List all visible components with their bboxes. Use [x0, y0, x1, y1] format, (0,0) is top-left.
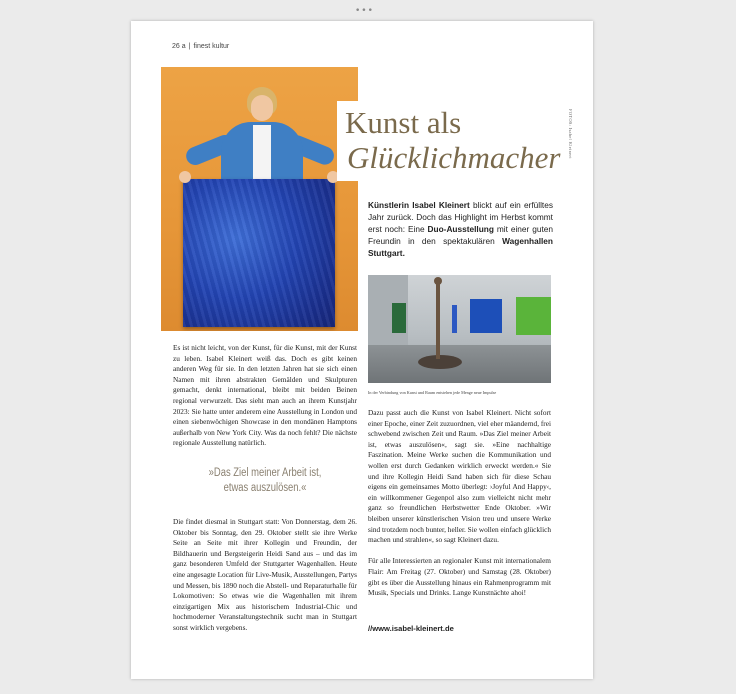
article-title-line2: Glücklichmacher	[347, 140, 561, 175]
intro-venue: Wagenhallen Stuttgart.	[368, 236, 553, 258]
exhibition-photo	[368, 275, 551, 383]
gallery-painting-green-small	[392, 303, 406, 333]
photo-credit: FOTOS: Isabel Kleinert	[568, 109, 573, 159]
sculpture-base	[418, 355, 462, 369]
window-more-dots-icon[interactable]: •••	[355, 6, 374, 16]
intro-text-1: blickt auf ein erfülltes Jahr zurück. Doch das Highlight im Herbst kommt erst noch: Eine	[368, 200, 553, 234]
photo-caption: In der Verbindung von Kunst und Raum entstehen jede Menge neue Impulse	[368, 390, 497, 395]
portrait-shirt	[253, 125, 271, 180]
magazine-page	[131, 21, 593, 679]
sculpture-head	[434, 277, 442, 285]
pull-quote-line2: etwas auszulösen.«	[223, 482, 307, 494]
portrait-face	[251, 95, 273, 121]
body-paragraph: Es ist nicht leicht, von der Kunst, für die Kunst, mit der Kunst zu leben. Isabel Kleinert weiß das. Doch es gibt keinen anderen Weg für sie. In den letzten Jahren hat sie sich einen Namen mit ihren abstrakten Gemälden und Skulpturen gemacht, denkt international, bleibt mit beiden Beinen regional verwurzelt. Das sieht man auch an ihrem Kunstjahr 2023: Sie hatte unter anderem eine Ausstellung in London und einen siebenwöchigen Showcase in den mondänen Hamptons außerhalb von New York City. Was da noch fehlt? Die nächste regionale Ausstellung natürlich.	[173, 343, 357, 448]
blue-painting	[183, 179, 335, 327]
body-column-left	[173, 343, 357, 449]
pull-quote-line1: »Das Ziel meiner Arbeit ist,	[208, 467, 322, 479]
body-column-right	[368, 408, 551, 609]
gallery-painting-blue-narrow	[452, 305, 457, 333]
gallery-painting-blue	[470, 299, 502, 333]
body-paragraph: Dazu passt auch die Kunst von Isabel Kleinert. Nicht sofort einer Epoche, einer Zeit zuzuordnen, viel eher mäandernd, frei schwebend zwischen Zeit und Raum. »Das Ziel meiner Arbeit ist, etwas auszulösen«, sagt sie. »Eine nachhaltige Faszination. Meine Werke suchen die Kommunikation und wollen erst durch Gedanken wirklich erweckt werden.« Sie und ihre Kollegin Heidi Sand haben sich für diese Schau eigens ein gemeinsames Motto überlegt: ›Joyful And Happy‹, ein willkommener Gegenpol also zum vielleicht nicht mehr ganz so freundlichen Herbstwetter Ende Oktober. »Wir bleiben unserer künstlerischen Vision treu und unsere Werke sind trotzdem noch bunter, heller. Sie wollen einfach glücklich machen und strahlen«, so sagt Kleinert dazu.	[368, 408, 551, 545]
body-column-left-lower	[173, 517, 357, 634]
page-header	[172, 43, 229, 50]
body-paragraph: Für alle Interessierten an regionaler Kunst mit internationalem Flair: Am Freitag (27. Oktober) und Samstag (28. Oktober) gibt es über die Ausstellung hinaus ein Rahmenprogramm mit Musik, Specials und Drinks. Lange Kunstnächte ahoi!	[368, 556, 551, 598]
sculpture-figure	[436, 281, 440, 359]
intro-artist-name: Künstlerin Isabel Kleinert	[368, 200, 470, 210]
article-title-line1: Kunst als	[345, 105, 462, 140]
header-separator: |	[188, 43, 191, 50]
page-number: 26 a	[172, 43, 186, 50]
article-intro	[368, 199, 553, 259]
body-paragraph: Die findet diesmal in Stuttgart statt: Von Donnerstag, dem 26. Oktober bis Sonntag, den 29. Oktober stellt sie ihre Werke Seite an Seite mit ihrer Kollegin und Freundin, der Bildhauerin und Bergsteigerin Heidi Sand aus – und das im ganz besonderen Umfeld der Stuttgarter Wagenhallen. Heute eine angesagte Location für Live-Musik, Ausstellungen, Partys und Messen, bis 1890 noch die Abstell- und Reparaturhalle für Lokomotiven: So etwas wie die Wagenhallen mit ihrem einzigartigen Mix aus historischem Industrial-Chic und hochmoderner Veranstaltungstechnik sucht man in Stuttgart sonst wirklich vergebens.	[173, 517, 358, 632]
gallery-painting-green	[516, 297, 551, 335]
portrait-hand-left	[179, 171, 191, 183]
intro-duo: Duo-Ausstellung	[427, 224, 494, 234]
website-link[interactable]: //www.isabel-kleinert.de	[368, 624, 454, 633]
artist-portrait-photo	[161, 67, 358, 331]
pull-quote	[190, 466, 341, 496]
intro-text-2: mit einer guten Freundin in den spektakulären	[368, 224, 553, 246]
section-name: finest kultur	[193, 43, 230, 50]
